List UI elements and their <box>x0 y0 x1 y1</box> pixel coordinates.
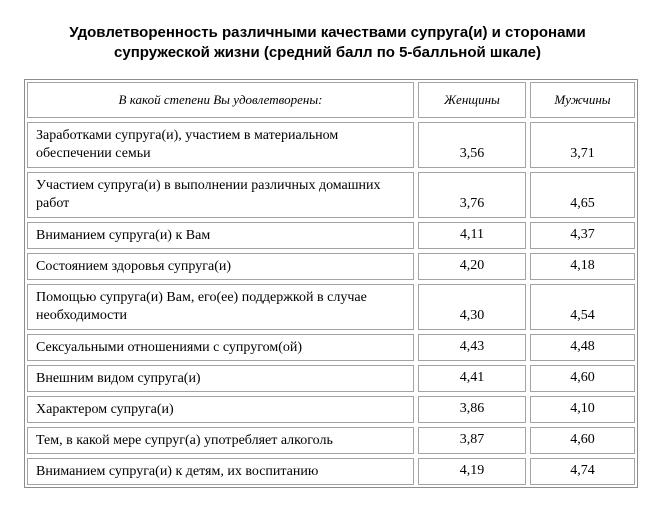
row-label: Тем, в какой мере супруг(а) употребляет алкоголь <box>27 427 414 454</box>
row-label: Заработками супруга(и), участием в материальном обеспечении семьи <box>27 122 414 168</box>
women-value: 4,20 <box>459 258 485 273</box>
header-men: Мужчины <box>530 82 635 118</box>
men-value: 3,71 <box>570 146 595 161</box>
table-row <box>25 282 637 332</box>
table-row <box>25 363 637 394</box>
women-value: 4,19 <box>459 463 485 478</box>
women-value: 4,11 <box>460 227 484 242</box>
men-value: 4,54 <box>570 308 595 323</box>
header-question: В какой степени Вы удовлетворены: <box>27 82 414 118</box>
men-value: 4,18 <box>570 258 595 273</box>
title-line-2: супружеской жизни (средний балл по 5-балльной шкале) <box>114 44 541 61</box>
men-value: 4,65 <box>570 196 595 211</box>
page-title <box>0 23 655 63</box>
men-value: 4,74 <box>570 463 595 478</box>
table-row <box>25 170 637 220</box>
table-header-row <box>25 80 637 120</box>
satisfaction-table <box>24 79 638 488</box>
row-label: Состоянием здоровья супруга(и) <box>27 253 414 280</box>
women-value: 4,41 <box>459 370 485 385</box>
men-value: 4,48 <box>570 339 595 354</box>
women-value: 3,86 <box>459 401 485 416</box>
table-row <box>25 456 637 487</box>
men-value: 4,60 <box>570 370 595 385</box>
table-row <box>25 220 637 251</box>
table-row <box>25 251 637 282</box>
title-line-1: Удовлетворенность различными качествами супруга(и) и сторонами <box>69 24 586 41</box>
men-value: 4,37 <box>570 227 595 242</box>
row-label: Внешним видом супруга(и) <box>27 365 414 392</box>
women-value: 4,30 <box>459 308 485 323</box>
row-label: Характером супруга(и) <box>27 396 414 423</box>
header-women: Женщины <box>418 82 526 118</box>
row-label: Участием супруга(и) в выполнении различных домашних работ <box>27 172 414 218</box>
women-value: 4,43 <box>459 339 485 354</box>
row-label: Сексуальными отношениями с супругом(ой) <box>27 334 414 361</box>
row-label: Помощью супруга(и) Вам, его(ее) поддержкой в случае необходимости <box>27 284 414 330</box>
table-row <box>25 332 637 363</box>
men-value: 4,60 <box>570 432 595 447</box>
row-label: Вниманием супруга(и) к детям, их воспитанию <box>27 458 414 485</box>
women-value: 3,76 <box>459 196 485 211</box>
women-value: 3,87 <box>459 432 485 447</box>
women-value: 3,56 <box>459 146 485 161</box>
row-label: Вниманием супруга(и) к Вам <box>27 222 414 249</box>
table-row <box>25 120 637 170</box>
table-row <box>25 394 637 425</box>
table-row <box>25 425 637 456</box>
men-value: 4,10 <box>570 401 595 416</box>
